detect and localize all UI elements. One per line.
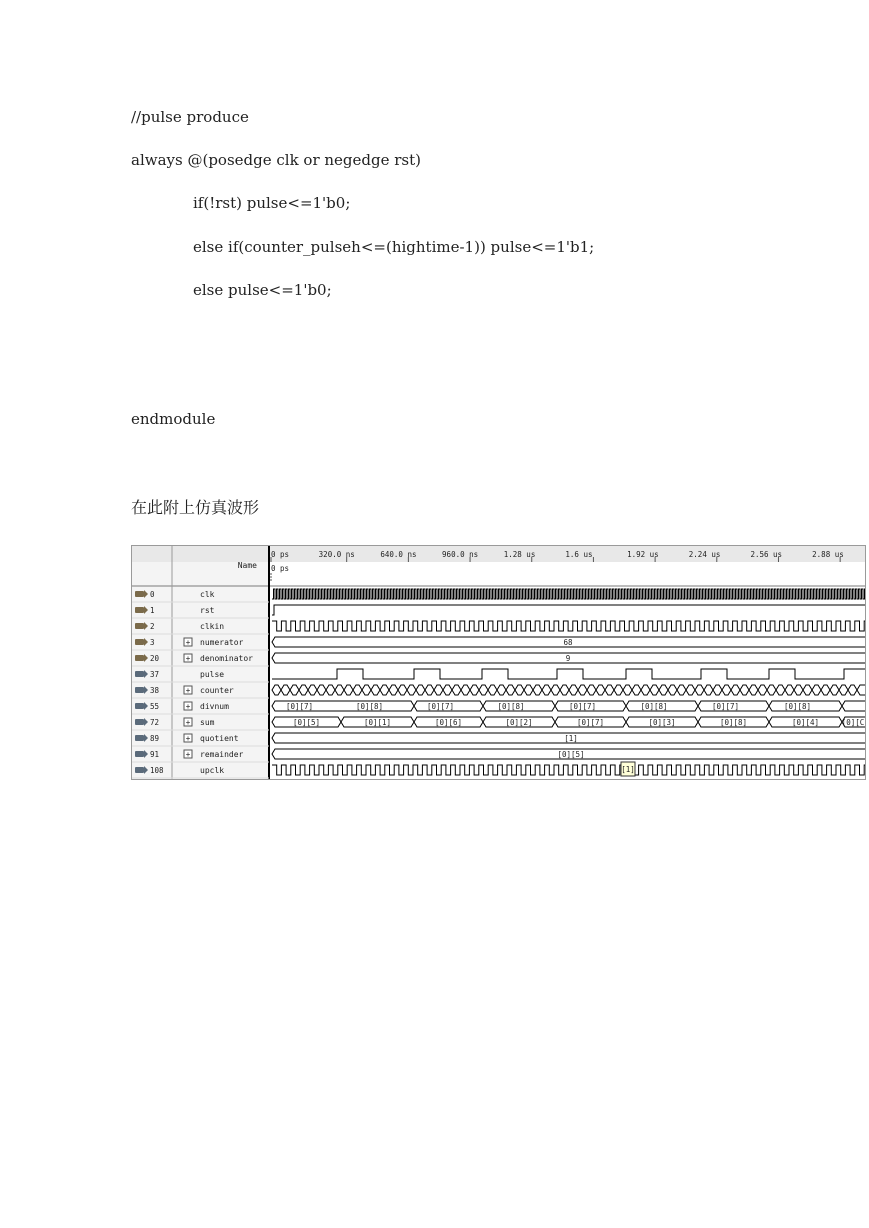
bus-segment [497, 685, 506, 695]
bus-segment [821, 685, 830, 695]
time-tick-label: 320.0 ns [318, 550, 355, 559]
bus-value-label: [0][1] [363, 718, 392, 727]
bus-segment [614, 685, 623, 695]
bus-segment [416, 685, 425, 695]
bus-segment [353, 685, 362, 695]
output-pin-icon-body [135, 751, 144, 757]
signal-trace [272, 765, 865, 775]
bus-segment [839, 685, 848, 695]
bus-segment [749, 685, 758, 695]
bus-segment [848, 685, 857, 695]
bus-segment [704, 685, 713, 695]
signal-name: denominator [200, 654, 253, 663]
signal-trace [272, 621, 865, 631]
signal-name: pulse [200, 670, 225, 679]
signal-trace [272, 669, 865, 679]
signal-name: divnum [200, 702, 229, 711]
bus-segment [587, 685, 596, 695]
bus-segment [596, 685, 605, 695]
bus-segment [731, 685, 740, 695]
bus-value-label: [0][C [841, 718, 865, 727]
time-tick-label: 2.88 us [812, 550, 844, 559]
bus-value-label: [0][7] [568, 702, 597, 711]
output-pin-icon-body [135, 671, 144, 677]
bus-segment [398, 685, 407, 695]
code-line-comment: //pulse produce [131, 108, 249, 126]
bus-segment [842, 701, 865, 711]
bus-value-label: 9 [565, 654, 571, 663]
signal-name: counter [200, 686, 234, 695]
signal-index: 72 [150, 718, 160, 727]
expand-plus-glyph: + [185, 686, 191, 695]
time-tick-label: 1.28 us [503, 550, 536, 559]
bus-segment [560, 685, 569, 695]
bus-segment [578, 685, 587, 695]
code-line-always: always @(posedge clk or negedge rst) [131, 151, 422, 169]
signal-name: rst [200, 606, 215, 615]
bus-segment [623, 685, 632, 695]
signal-index: 20 [150, 654, 160, 663]
time-tick-label: 2.56 us [750, 550, 783, 559]
name-column-header: Name [237, 561, 257, 570]
signal-index: 2 [150, 622, 155, 631]
bus-value-label: [0][7] [285, 702, 314, 711]
bus-segment [722, 685, 731, 695]
waveform-canvas [132, 546, 865, 779]
bus-value-label: [0][3] [648, 718, 676, 727]
bus-segment [371, 685, 380, 695]
signal-name: upclk [200, 766, 225, 775]
time-tick-label: 1.92 us [627, 550, 659, 559]
input-pin-icon-body [135, 607, 144, 613]
bus-segment [434, 685, 443, 695]
input-pin-icon-body [135, 655, 144, 661]
code-line-if: if(!rst) pulse<=1'b0; [193, 194, 351, 212]
bus-segment [308, 685, 317, 695]
bus-segment [740, 685, 749, 695]
bus-segment [776, 685, 785, 695]
bus-segment [542, 685, 551, 695]
bus-segment [767, 685, 776, 695]
signal-trace [272, 605, 865, 615]
bus-segment [326, 685, 335, 695]
time-tick-label: 0 ps [271, 550, 290, 559]
bus-segment [389, 685, 398, 695]
signal-name: clkin [200, 622, 225, 631]
bus-segment [695, 685, 704, 695]
time-tick-label: 640.0 ns [380, 550, 417, 559]
bus-segment [713, 685, 722, 695]
expand-plus-glyph: + [185, 750, 191, 759]
signal-name: clk [200, 590, 215, 599]
bus-segment [812, 685, 821, 695]
expand-plus-glyph: + [185, 734, 191, 743]
bus-segment [272, 685, 281, 695]
bus-segment [794, 685, 803, 695]
bus-segment [569, 685, 578, 695]
bus-segment [452, 685, 461, 695]
bus-value-label: [0][6] [434, 718, 463, 727]
bus-value-label: [0][8] [640, 702, 668, 711]
bus-value-label: [0][4] [791, 718, 820, 727]
code-line-endmodule: endmodule [131, 410, 216, 428]
output-pin-icon-body [135, 767, 144, 773]
signal-name: numerator [200, 638, 244, 647]
bus-segment [299, 685, 308, 695]
bus-segment [758, 685, 767, 695]
bus-segment [362, 685, 371, 695]
bus-value-label: [0][8] [783, 702, 812, 711]
bus-segment [488, 685, 497, 695]
bus-value-label: [0][2] [505, 718, 533, 727]
bus-segment [524, 685, 533, 695]
signal-index: 91 [150, 750, 160, 759]
output-pin-icon-body [135, 735, 144, 741]
signal-index: 55 [150, 702, 160, 711]
code-line-else: else pulse<=1'b0; [193, 281, 332, 299]
bus-segment [317, 685, 326, 695]
output-pin-icon-body [135, 703, 144, 709]
bus-value-label: [0][8] [355, 702, 384, 711]
input-pin-icon-body [135, 639, 144, 645]
bus-segment [443, 685, 452, 695]
bus-value-label: [0][5] [292, 718, 321, 727]
signal-index: 89 [150, 734, 160, 743]
bus-segment [281, 685, 290, 695]
bus-segment [344, 685, 353, 695]
bus-segment [785, 685, 794, 695]
bus-segment [830, 685, 839, 695]
bus-segment [659, 685, 668, 695]
bus-value-label: [0][7] [711, 702, 740, 711]
bus-segment [380, 685, 389, 695]
bus-segment [686, 685, 695, 695]
expand-plus-glyph: + [185, 654, 191, 663]
bus-segment [407, 685, 416, 695]
signal-index: 38 [150, 686, 160, 695]
signal-index: 0 [150, 590, 155, 599]
bus-segment [335, 685, 344, 695]
bus-value-label: [0][5] [557, 750, 585, 759]
output-pin-icon-body [135, 687, 144, 693]
expand-plus-glyph: + [185, 638, 191, 647]
time-tick-label: 1.6 us [565, 550, 593, 559]
bus-segment [551, 685, 560, 695]
signal-name: sum [200, 718, 215, 727]
simulation-waveform [131, 545, 866, 780]
bus-value-label: [0][7] [426, 702, 455, 711]
code-line-else-if: else if(counter_pulseh<=(hightime-1)) pulse<=1'b1; [193, 238, 595, 256]
expand-plus-glyph: + [185, 702, 191, 711]
signal-index: 1 [150, 606, 155, 615]
signal-trace [272, 589, 865, 599]
bus-segment [803, 685, 812, 695]
bus-value-label: [0][8] [497, 702, 525, 711]
bus-segment [641, 685, 650, 695]
bus-segment [425, 685, 434, 695]
time-tick-label: 960.0 ns [442, 550, 479, 559]
bus-segment [479, 685, 488, 695]
bus-segment [470, 685, 479, 695]
input-pin-icon-body [135, 591, 144, 597]
bus-value-label: [0][7] [576, 718, 605, 727]
value-marker-label: [1] [621, 765, 635, 774]
signal-name: quotient [200, 734, 239, 743]
cursor-time-label: 0 ps [271, 564, 290, 573]
bus-segment [668, 685, 677, 695]
bus-value-label: 68 [563, 638, 573, 647]
signal-name: remainder [200, 750, 244, 759]
bus-segment [605, 685, 614, 695]
bus-segment [857, 685, 865, 695]
input-pin-icon-body [135, 623, 144, 629]
bus-segment [515, 685, 524, 695]
waveform-caption: 在此附上仿真波形 [131, 498, 260, 517]
bus-segment [650, 685, 659, 695]
signal-index: 108 [150, 766, 164, 775]
output-pin-icon-body [135, 719, 144, 725]
bus-segment [632, 685, 641, 695]
signal-index: 3 [150, 638, 155, 647]
expand-plus-glyph: + [185, 718, 191, 727]
time-tick-label: 2.24 us [688, 550, 721, 559]
bus-segment [461, 685, 470, 695]
signal-index: 37 [150, 670, 160, 679]
bus-value-label: [0][8] [719, 718, 748, 727]
bus-segment [677, 685, 686, 695]
bus-segment [506, 685, 515, 695]
bus-segment [290, 685, 299, 695]
bus-segment [533, 685, 542, 695]
bus-value-label: [1] [564, 734, 578, 743]
